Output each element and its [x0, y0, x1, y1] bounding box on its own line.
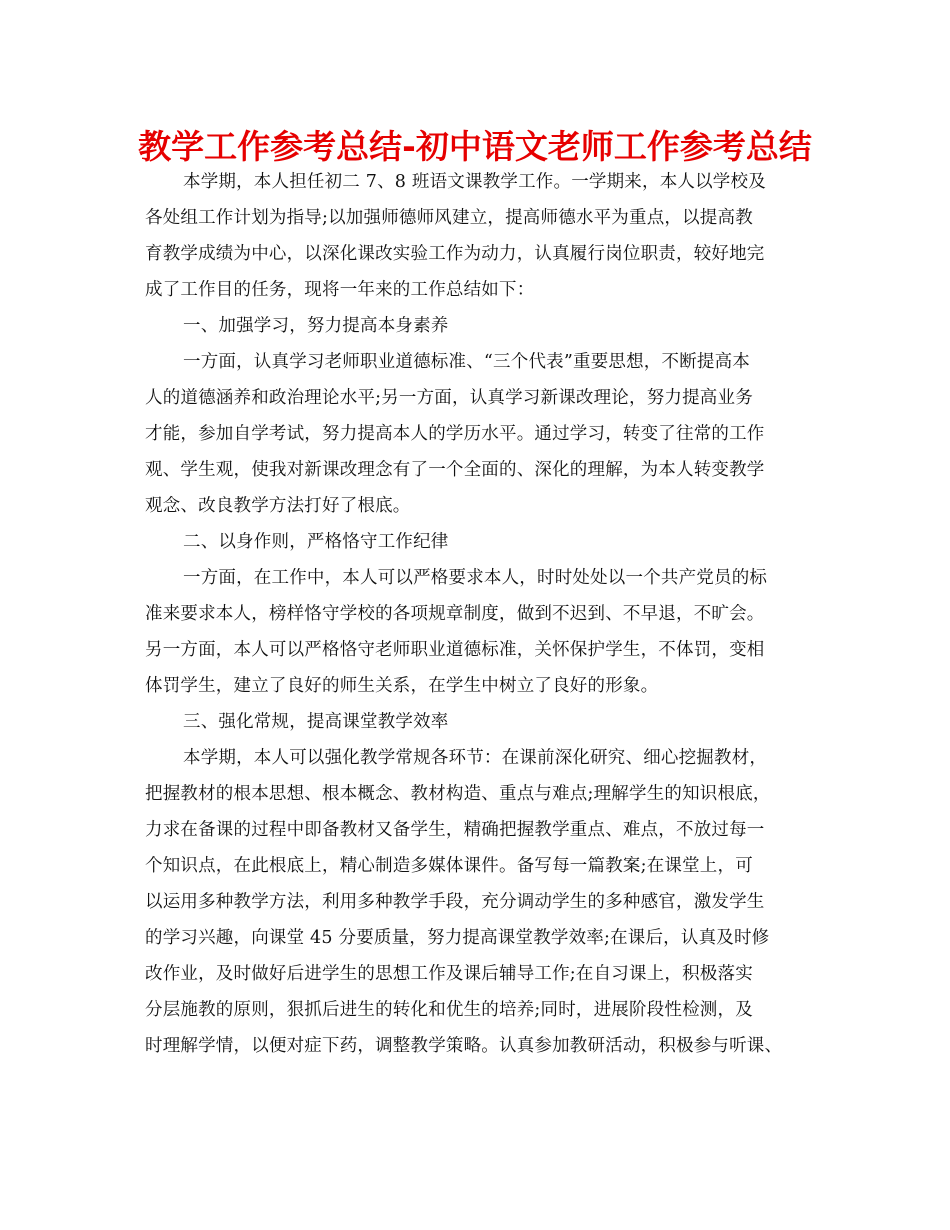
- paragraph-line: 力求在备课的过程中即备教材又备学生，精确把握教学重点、难点，不放过每一: [145, 820, 765, 840]
- document-title: 教学工作参考总结-初中语文老师工作参考总结: [138, 127, 812, 166]
- paragraph-line: 的学习兴趣，向课堂 45 分要质量，努力提高课堂教学效率;在课后，认真及时修: [145, 928, 770, 948]
- paragraph-line: 观、学生观，使我对新课改理念有了一个全面的、深化的理解，为本人转变教学: [145, 460, 765, 480]
- paragraph-line: 观念、改良教学方法打好了根底。: [145, 496, 411, 516]
- paragraph-line: 一方面，认真学习老师职业道德标准、“三个代表”重要思想，不断提高本: [183, 352, 750, 372]
- paragraph-line: 各处组工作计划为指导;以加强师德师风建立，提高师德水平为重点，以提高教: [145, 208, 753, 228]
- section-heading: 一、加强学习，努力提高本身素养: [183, 316, 449, 336]
- paragraph-line: 本学期，本人担任初二 7、8 班语文课教学工作。一学期来，本人以学校及: [183, 172, 766, 192]
- paragraph-line: 分层施教的原则，狠抓后进生的转化和优生的培养;同时，进展阶段性检测，及: [145, 1000, 753, 1020]
- paragraph-line: 时理解学情，以便对症下药，调整教学策略。认真参加教研活动，积极参与听课、: [145, 1036, 783, 1056]
- paragraph-line: 改作业，及时做好后进学生的思想工作及课后辅导工作;在自习课上，积极落实: [145, 964, 753, 984]
- section-heading: 三、强化常规，提高课堂教学效率: [183, 712, 449, 732]
- paragraph-line: 一方面，在工作中，本人可以严格要求本人，时时处处以一个共产党员的标: [183, 568, 768, 588]
- paragraph-line: 以运用多种教学方法，利用多种教学手段，充分调动学生的多种感官，激发学生: [145, 892, 765, 912]
- paragraph-line: 把握教材的根本思想、根本概念、教材构造、重点与难点;理解学生的知识根底，: [145, 784, 771, 804]
- paragraph-line: 准来要求本人，榜样恪守学校的各项规章制度，做到不迟到、不早退，不旷会。: [145, 604, 765, 624]
- paragraph-line: 个知识点，在此根底上，精心制造多媒体课件。备写每一篇教案;在课堂上，可: [145, 856, 753, 876]
- paragraph-line: 体罚学生，建立了良好的师生关系，在学生中树立了良好的形象。: [145, 676, 659, 696]
- paragraph-line: 成了工作目的任务，现将一年来的工作总结如下：: [145, 280, 535, 300]
- paragraph-line: 人的道德涵养和政治理论水平;另一方面，认真学习新课改理论，努力提高业务: [145, 388, 753, 408]
- paragraph-line: 本学期，本人可以强化教学常规各环节：在课前深化研究、细心挖掘教材，: [183, 748, 768, 768]
- paragraph-line: 育教学成绩为中心，以深化课改实验工作为动力，认真履行岗位职责，较好地完: [145, 244, 765, 264]
- section-heading: 二、以身作则，严格恪守工作纪律: [183, 532, 449, 552]
- paragraph-line: 才能，参加自学考试，努力提高本人的学历水平。通过学习，转变了往常的工作: [145, 424, 765, 444]
- paragraph-line: 另一方面，本人可以严格恪守老师职业道德标准，关怀保护学生，不体罚，变相: [145, 640, 765, 660]
